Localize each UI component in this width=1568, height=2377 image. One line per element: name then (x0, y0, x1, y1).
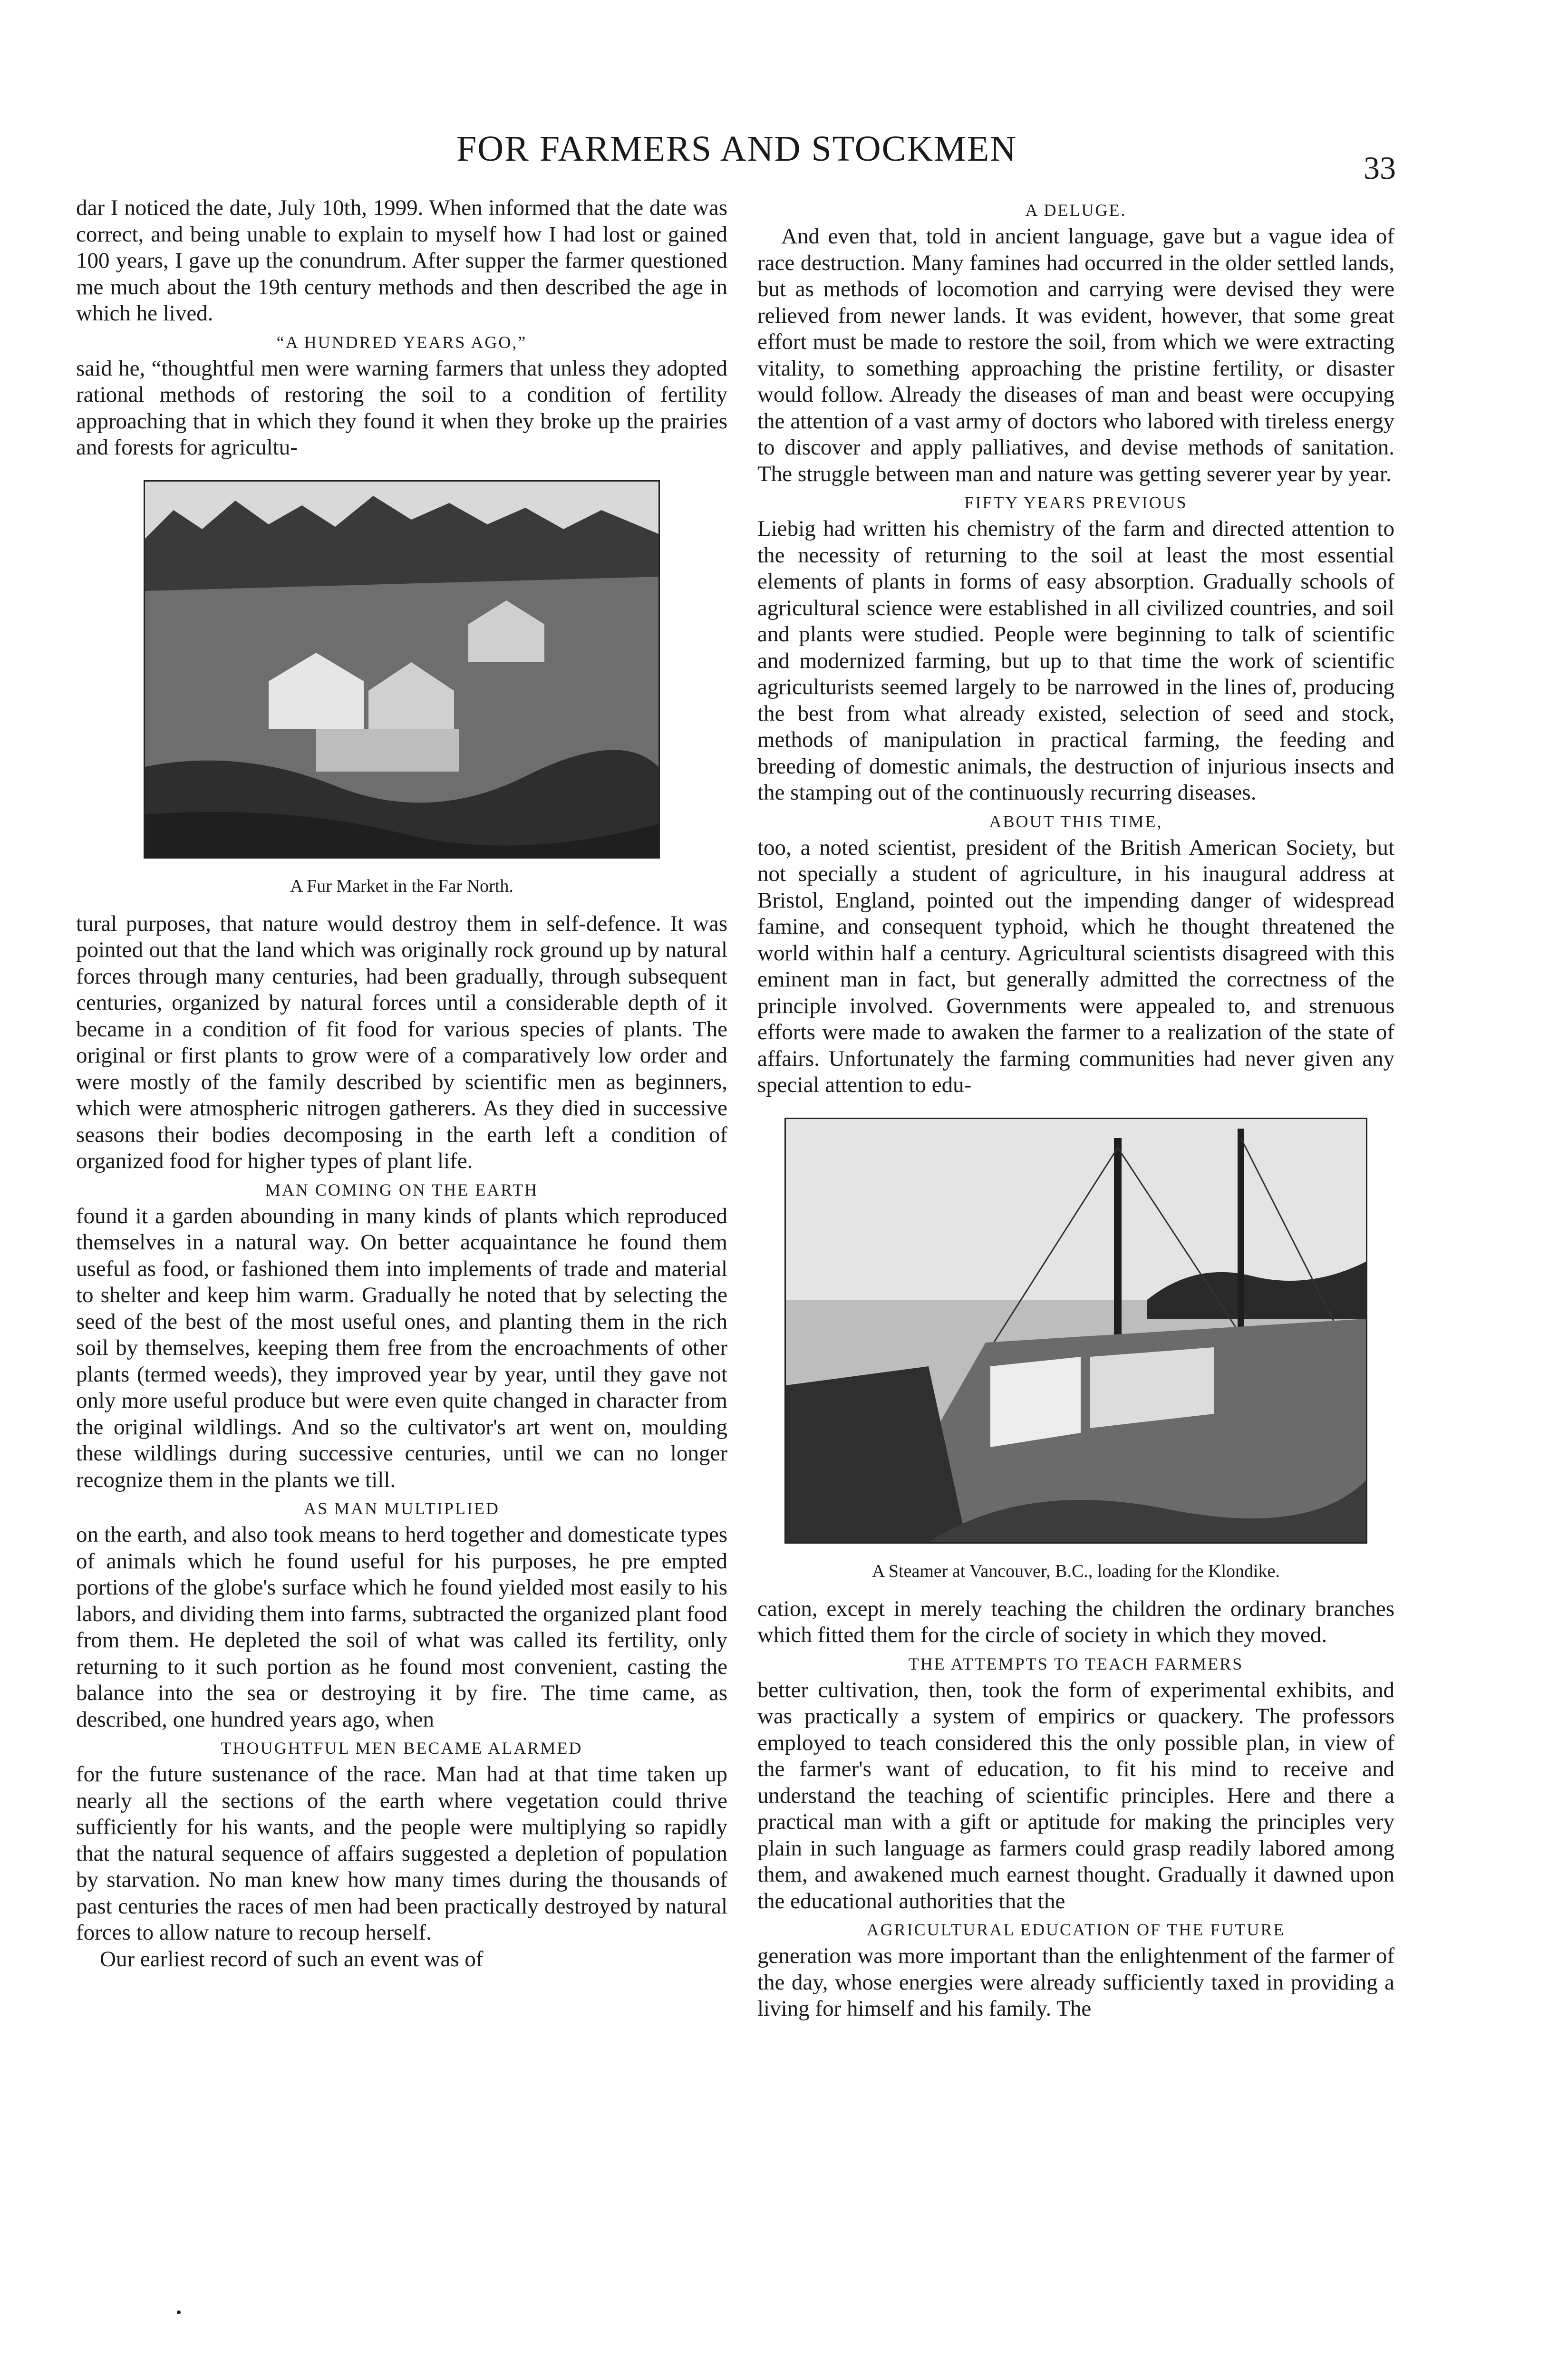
section-subhead: AGRICULTURAL EDUCATION OF THE FUTURE (866, 1920, 1286, 1939)
figure-steamer (757, 1118, 1394, 1582)
paragraph: better cultivation, then, took the form of experimental exhibits, and was practically a system of empirics or quackery. The professors employed to teach considered this the only possible plan, in view of the farmer's want of education, to fit his mind to receive and understand the teaching of scientific principles. Here and there a practical man with a gift or aptitude for making the principles very plain in such language as farmers could grasp readily labored among them, and awakened much earnest thought. Gradually it dawned upon the educational authorities that the (757, 1677, 1394, 1913)
section-subhead: AS MAN MULTIPLIED (304, 1499, 500, 1518)
section-subhead: THE ATTEMPTS TO TEACH FARMERS (908, 1654, 1244, 1673)
section-subhead: MAN COMING ON THE EARTH (265, 1180, 539, 1199)
figure-caption: A Fur Market in the Far North. (290, 876, 513, 896)
section-subhead: “A HUNDRED YEARS AGO,” (276, 332, 527, 352)
paragraph: And even that, told in ancient language, gave but a vague idea of race destruction. Many famines had occurred in the older settled lands, but as methods of locomotion and carrying were devised they were relieved from newer lands. It was evident, however, that some great effort must be made to restore the soil, from which we were extracting vitality, to something approaching the pristine fertility, or disaster would follow. Already the diseases of man and beast were occupying the attention of a vast army of doctors who labored with tireless energy to discover and apply palliatives, and devise methods of sanitation. The struggle between man and nature was getting severer year by year. (757, 224, 1394, 486)
right-column (757, 195, 1394, 2022)
fur-market-image (145, 482, 658, 857)
paragraph: said he, “thoughtful men were warning farmers that unless they adopted rational methods of restoring the soil to a condition of fertility approaching that in which they found it when they broke up the prairies and forests for agricultu- (76, 356, 727, 460)
steamer-photo (784, 1118, 1367, 1544)
section-subhead: A DELUGE. (1025, 201, 1127, 220)
paragraph: generation was more important than the enlightenment of the farmer of the day, whose energies were already sufficiently taxed in providing a living for himself and his family. The (757, 1943, 1394, 2021)
paragraph: tural purposes, that nature would destroy them in self-defence. It was pointed out that the land which was originally rock ground up by natural forces through many centuries, had been gradually, through subsequent centuries, organized by natural forces until a considerable depth of it became in a condition of fit food for various species of plants. The original or first plants to grow were of a comparatively low order and were mostly of the family described by scientific men as beginners, which were atmospheric nitrogen gatherers. As they died in successive seasons their bodies decomposing in the earth left a condition of organized food for higher types of plant life. (76, 911, 727, 1173)
section-subhead: THOUGHTFUL MEN BECAME ALARMED (221, 1739, 583, 1758)
paragraph: found it a garden abounding in many kinds of plants which reproduced themselves in a natural way. On better acquaintance he found them useful as food, or fashioned them into implements of trade and material to shelter and keep him warm. Gradually he noted that by selecting the seed of the best of the most useful ones, and planting them in the rich soil by themselves, keeping them free from the encroachments of other plants (termed weeds), they improved year by year, until they gave not only more useful produce but were even quite changed in character from the original wildlings. And so the cultivator's art went on, moulding these wildlings during successive centuries, until we can no longer recognize them in the plants we till. (76, 1203, 727, 1492)
paragraph: on the earth, and also took means to herd together and domesticate types of animals which he found useful for his purposes, he pre empted portions of the globe's surface which he found yielded most easily to his labors, and dividing them into farms, subtracted the organized plant food from them. He depleted the soil of what was called its fertility, only returning to it such portion as he found most convenient, casting the balance into the sea or destroying it by fire. The time came, as described, one hundred years ago, when (76, 1522, 727, 1732)
ink-speck (177, 2310, 181, 2314)
figure-caption: A Steamer at Vancouver, B.C., loading for the Klondike. (872, 1561, 1280, 1581)
figure-fur-market (76, 480, 727, 897)
paragraph: Liebig had written his chemistry of the farm and directed attention to the necessity of returning to the soil at least the most essential elements of plants in forms of easy absorption. Gradually schools of agricultural science were established in all civilized countries, and soil and plants were studied. People were beginning to talk of scientific and modernized farming, but up to that time the work of scientific agriculturists seemed largely to be narrowed in the lines of, producing the best from what already existed, selection of seed and stock, methods of manipulation in practical farming, the feeding and breeding of domestic animals, the destruction of injurious insects and the stamping out of the continuously recurring diseases. (757, 516, 1394, 805)
section-subhead: ABOUT THIS TIME, (989, 812, 1163, 831)
page-number: 33 (1364, 150, 1396, 186)
paragraph: cation, except in merely teaching the children the ordinary branches which fitted them for the circle of society in which they moved. (757, 1596, 1394, 1647)
fur-market-photo (144, 480, 660, 859)
paragraph: Our earliest record of such an event was of (100, 1946, 484, 1971)
paragraph: for the future sustenance of the race. Man had at that time taken up nearly all the sections of the earth where vegetation could thrive sufficiently for his wants, and the people were multiplying so rapidly that the natural sequence of affairs suggested a depletion of population by starvation. No man knew how many times during the thousands of past centuries the races of men had been practically destroyed by natural forces to allow nature to recoup herself. (76, 1762, 727, 1945)
section-subhead: FIFTY YEARS PREVIOUS (964, 493, 1188, 512)
steamer-image (786, 1119, 1366, 1542)
running-head: FOR FARMERS AND STOCKMEN (456, 129, 1017, 169)
page-header (0, 128, 1568, 185)
left-column (76, 195, 727, 1972)
paragraph: dar I noticed the date, July 10th, 1999. When informed that the date was correct, and being unable to explain to myself how I had lost or gained 100 years, I gave up the conundrum. After supper the farmer questioned me much about the 19th century methods and then described the age in which he lived. (76, 195, 727, 326)
paragraph: too, a noted scientist, president of the British American Society, but not specially a student of agriculture, in his inaugural address at Bristol, England, pointed out the impending danger of widespread famine, and consequent typhoid, which he thought threatened the world within half a century. Agricultural scientists disagreed with this eminent man in fact, but generally admitted the correctness of the principle involved. Governments were appealed to, and strenuous efforts were made to awaken the farmer to a realization of the state of affairs. Unfortunately the farming communities had never given any special attention to edu- (757, 835, 1394, 1097)
